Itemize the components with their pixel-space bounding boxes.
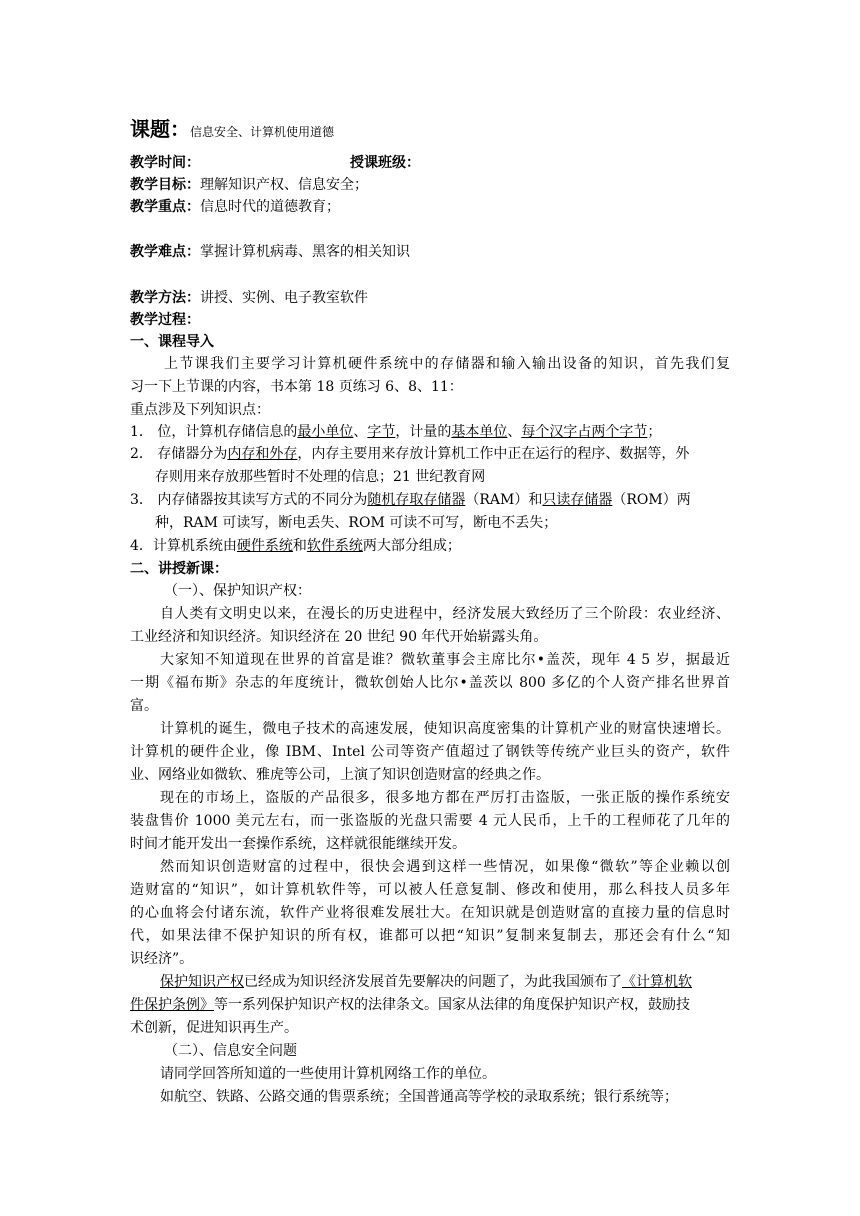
- point-item-1: [130, 422, 730, 442]
- class-label: 授课班级：: [350, 155, 420, 171]
- difficulty-value: 掌握计算机病毒、黑客的相关知识: [200, 244, 410, 260]
- p1-line-2: 工业经济和知识经济。知识经济在 20 世纪 90 年代开始崭露头角。: [130, 629, 548, 645]
- p2-line-1: 大家知不知道现在世界的首富是谁？微软董事会主席比尔•盖茨，现年 4 5 岁，据最近: [160, 652, 730, 668]
- title-label: 课题：: [130, 117, 190, 141]
- point3-underline-2: 只读存储器: [542, 492, 613, 508]
- points-lead: 重点涉及下列知识点：: [130, 402, 270, 418]
- lesson-title: [130, 116, 730, 145]
- key-value: 信息时代的道德教育；: [200, 199, 340, 215]
- point4-underline-1: 硬件系统: [236, 538, 293, 554]
- p4-line-1: 现在的市场上，盗版的产品很多，很多地方都在严厉打击盗版，一张正版的操作系统安: [160, 790, 730, 806]
- point3-text-b: （RAM）和: [465, 492, 543, 508]
- method-value: 讲授、实例、电子教室软件: [200, 290, 368, 306]
- point2-underline-1: 内存和外存: [227, 446, 298, 462]
- p3-line-1: 计算机的诞生，微电子技术的高速发展，使知识高度密集的计算机产业的财富快速增长。: [160, 721, 730, 737]
- point1-text-c: ，计量的: [395, 424, 452, 440]
- p6-line-2: [130, 995, 730, 1015]
- point1-text-b: 、: [353, 424, 368, 440]
- p8-line: 如航空、铁路、公路交通的售票系统；全国普通高等学校的录取系统；银行系统等；: [160, 1089, 678, 1105]
- p5-line-1: 然而知识创造财富的过程中，很快会遇到这样一些情况，如果像“微软”等企业赖以创: [160, 859, 730, 875]
- title-value: 信息安全、计算机使用道德: [190, 125, 335, 139]
- subsection-1-heading: （一）、保护知识产权：: [164, 583, 311, 599]
- goal-value: 理解知识产权、信息安全；: [200, 177, 368, 193]
- p6-text-a: 已经成为知识经济发展首先要解决的问题了，为此我国颁布了: [244, 974, 622, 990]
- point-item-2-line-2: 存则用来存放那些暂时不处理的信息；21 世纪教育网: [155, 469, 486, 485]
- point1-text-d: 、: [507, 424, 522, 440]
- section2-heading: 二、讲授新课：: [130, 561, 228, 577]
- point3-text-c: （ROM）两: [612, 492, 691, 508]
- goal-label: 教学目标：: [130, 177, 200, 193]
- p1-line-1: 自人类有文明史以来，在漫长的历史进程中，经济发展大致经历了三个阶段：农业经济、: [160, 606, 730, 622]
- section1-heading: 一、课程导入: [130, 334, 214, 350]
- teaching-key-row: [130, 197, 730, 217]
- p5-line-4: 代，如果法律不保护知识的所有权，谁都可以把“知识”复制来复制去，那还会有什么“知: [130, 928, 730, 944]
- p3-line-2: 计算机的硬件企业，像 IBM、Intel 公司等资产值超过了钢铁等传统产业巨头的资产，软件: [130, 744, 730, 760]
- p6-underline-ip: 保护知识产权: [160, 974, 244, 990]
- point2-text-a: 2． 存储器分为: [130, 446, 228, 462]
- point-item-4: [130, 536, 730, 556]
- point-item-2: [130, 444, 730, 464]
- intro-line-1: 上节课我们主要学习计算机硬件系统中的存储器和输入输出设备的知识，首先我们复: [164, 356, 730, 372]
- process-label: 教学过程：: [130, 312, 200, 328]
- point4-underline-2: 软件系统: [306, 538, 363, 554]
- point4-text-b: 和: [292, 538, 307, 554]
- method-label: 教学方法：: [130, 290, 200, 306]
- p2-line-2: 一期《福布斯》杂志的年度统计，微软创始人比尔•盖茨以 800 多亿的个人资产排名世界首: [130, 675, 730, 691]
- point1-text-a: 1． 位，计算机存储信息的: [130, 424, 298, 440]
- p3-line-3: 业、网络业如微软、雅虎等公司，上演了知识创造财富的经典之作。: [130, 767, 550, 783]
- point1-text-e: ；: [647, 424, 662, 440]
- teaching-difficulty-row: [130, 242, 730, 262]
- p6-line-1: [160, 972, 730, 992]
- point3-text-a: 3． 内存储器按其读写方式的不同分为: [130, 492, 368, 508]
- point2-text-b: ，内存主要用来存放计算机工作中正在运行的程序、数据等，外: [297, 446, 690, 462]
- point1-underline-3: 基本单位: [451, 424, 508, 440]
- point1-underline-2: 字节: [367, 424, 396, 440]
- p2-line-3: 富。: [130, 698, 158, 714]
- key-label: 教学重点：: [130, 199, 200, 215]
- p6-underline-law-part1: 《计算机软: [622, 974, 692, 990]
- teaching-time-label: 教学时间：: [130, 155, 200, 171]
- p6-line-3: 术创新，促进知识再生产。: [130, 1020, 298, 1036]
- point1-underline-1: 最小单位: [297, 424, 354, 440]
- point4-text-a: 4．计算机系统由: [130, 538, 237, 554]
- point3-underline-1: 随机存取存储器: [367, 492, 466, 508]
- point-item-3: [130, 490, 730, 510]
- teaching-goal-row: [130, 175, 730, 195]
- point-item-3-line-2: 种，RAM 可读写，断电丢失、ROM 可读不可写，断电不丢失；: [155, 515, 558, 531]
- p6-text-b: 等一系列保护知识产权的法律条文。国家从法律的角度保护知识产权，鼓励技: [214, 997, 690, 1013]
- teaching-method-row: [130, 288, 730, 308]
- teaching-time-row: [130, 153, 730, 173]
- point4-text-c: 两大部分组成；: [362, 538, 461, 554]
- difficulty-label: 教学难点：: [130, 244, 200, 260]
- point1-underline-4: 每个汉字占两个字节: [521, 424, 648, 440]
- p5-line-5: 识经济”。: [130, 951, 194, 967]
- p4-line-2: 装盘售价 1000 美元左右，而一张盗版的光盘只需要 4 元人民币，上千的工程师花了几年的: [130, 813, 730, 829]
- intro-line-2: 习一下上节课的内容，书本第 18 页练习 6、8、11：: [130, 379, 463, 395]
- p7-line: 请同学回答所知道的一些使用计算机网络工作的单位。: [160, 1066, 496, 1082]
- p5-line-3: 的心血将会付诸东流，软件产业将很难发展壮大。在知识就是创造财富的直接力量的信息时: [130, 905, 730, 921]
- p5-line-2: 造财富的“知识”，如计算机软件等，可以被人任意复制、修改和使用，那么科技人员多年: [130, 882, 730, 898]
- p6-underline-law-part2: 件保护条例》: [130, 997, 214, 1013]
- p4-line-3: 时间才能开发出一套操作系统，这样就很能继续开发。: [130, 836, 466, 852]
- subsection-2-heading: （二）、信息安全问题: [164, 1043, 297, 1059]
